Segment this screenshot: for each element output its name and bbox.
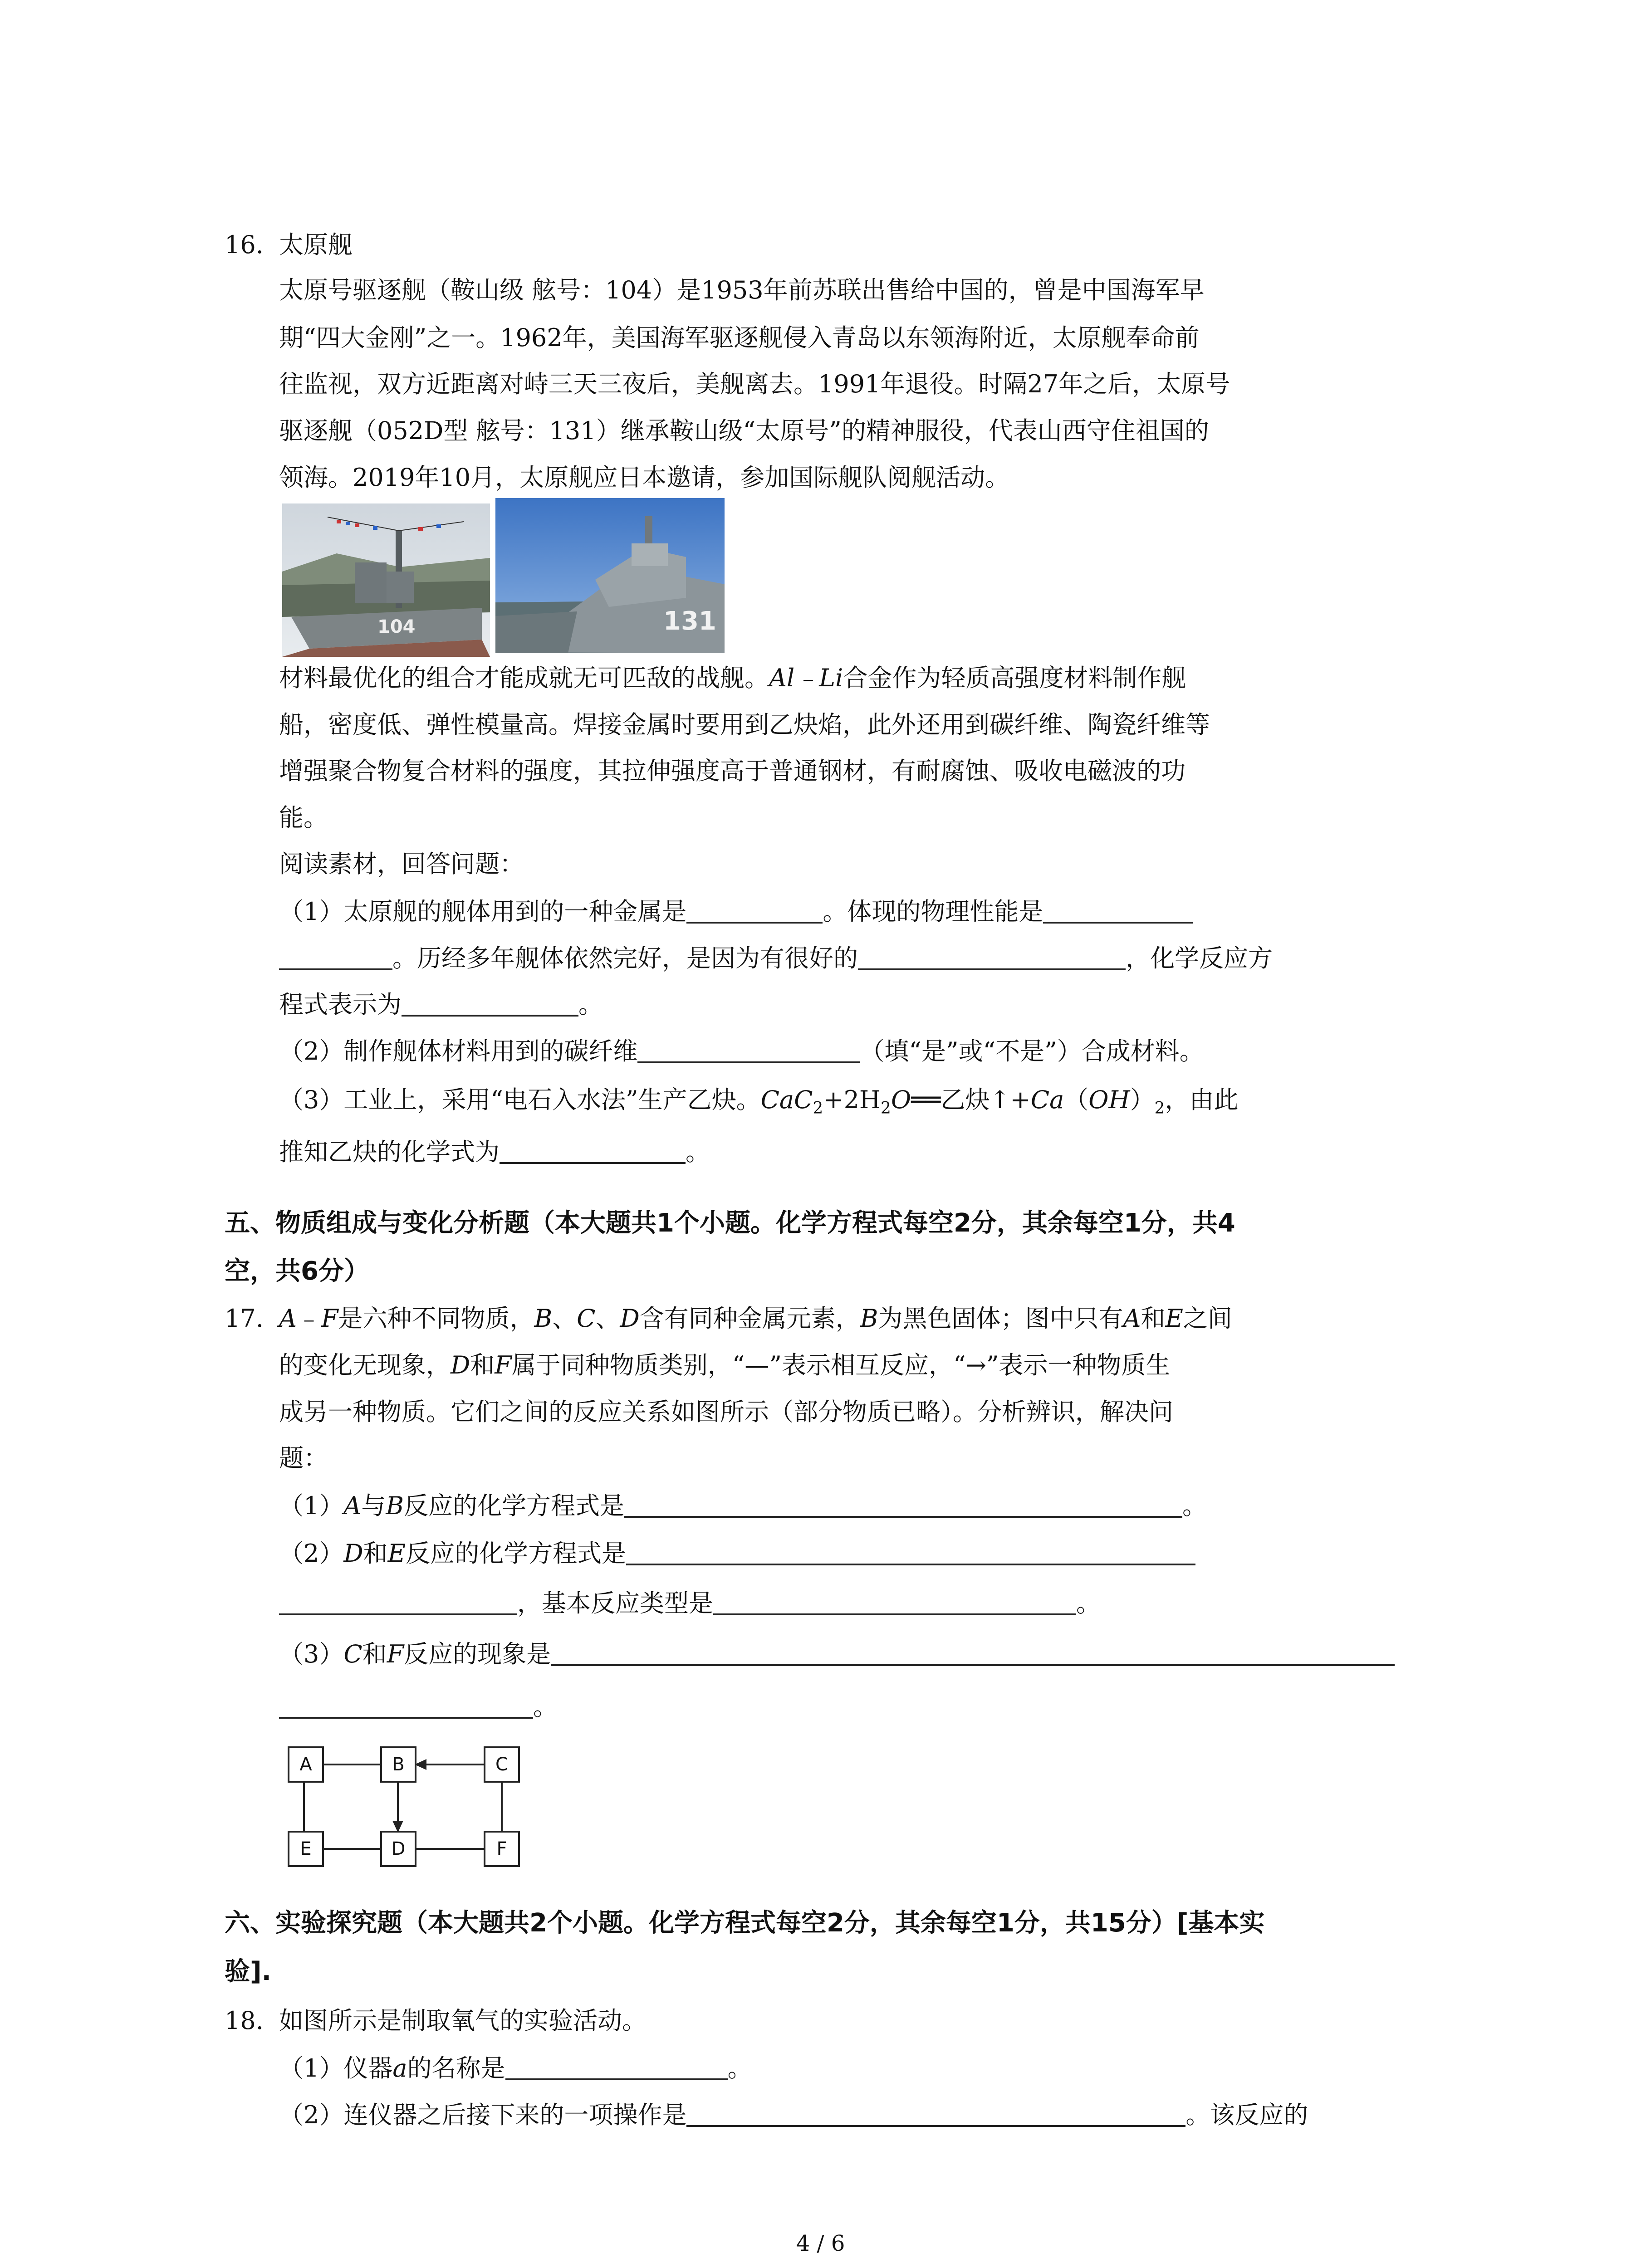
comma: 、 (595, 1304, 620, 1333)
q18-sub2-text: （2）连仪器之后接下来的一项操作是 (279, 2101, 687, 2129)
q17-line-2 (279, 1349, 1170, 1381)
var-c: C (343, 1640, 362, 1668)
var-f: F (321, 1304, 338, 1333)
q16-intro-line-1: 太原号驱逐舰（鞍山级 舷号：104）是1953年前苏联出售给中国的，曾是中国海军早 (279, 276, 1205, 304)
q18-sub1-text: 。 (727, 2054, 752, 2082)
q17-sub3-text: 和 (362, 1640, 387, 1668)
answer-blank-de-equation-2[interactable] (279, 1590, 517, 1615)
q17-text: 之间 (1183, 1304, 1232, 1333)
q16-sub3-text-2: 推知乙炔的化学式为 (279, 1138, 500, 1166)
var-b: B (386, 1491, 404, 1520)
q16-sub3-line-2 (279, 1136, 710, 1168)
ship-104-hull-number: 104 (377, 616, 416, 637)
q17-sub2-text: 。 (1076, 1589, 1101, 1618)
q17-sub3-text: 。 (533, 1692, 558, 1721)
q16-intro-line-5: 领海。2019年10月，太原舰应日本邀请，参加国际舰队阅舰活动。 (279, 463, 1010, 492)
q17-text: 为黑色固体；图中只有 (878, 1304, 1123, 1333)
q17-sub3-line-1 (279, 1638, 1395, 1670)
paren-open: （ (1064, 1085, 1089, 1114)
q17-sub3-line-2 (279, 1691, 558, 1723)
answer-blank-property-2[interactable] (279, 945, 392, 970)
q17-text: 含有同种金属元素， (639, 1304, 860, 1333)
answer-blank-resistance[interactable] (858, 945, 1126, 970)
formula-ca: Ca (1030, 1085, 1064, 1114)
q17-line-4: 题： (279, 1444, 328, 1472)
var-e: E (387, 1539, 406, 1568)
q16-sub1-text-3: 。历经多年舰体依然完好，是因为有很好的 (392, 944, 858, 973)
ship-131-photo (495, 498, 725, 653)
var-c: C (577, 1304, 596, 1333)
q18-sub2-line (279, 2099, 1308, 2131)
var-d: D (620, 1304, 640, 1333)
q18-sub1-line (279, 2053, 752, 2084)
var-b: B (534, 1304, 553, 1333)
q16-body-line-3: 增强聚合物复合材料的强度，其拉伸强度高于普通钢材，有耐腐蚀、吸收电磁波的功 (279, 757, 1185, 785)
q18-intro: 如图所示是制取氧气的实验活动。 (279, 2006, 647, 2035)
var-b: B (860, 1304, 878, 1333)
answer-blank-cf-phenomenon-1[interactable] (551, 1641, 1395, 1666)
q17-sub2-text: ，基本反应类型是 (517, 1589, 713, 1618)
q16-body-line-2: 船，密度低、弹性模量高。焊接金属时要用到乙炔焰，此外还用到碳纤维、陶瓷纤维等 (279, 710, 1210, 739)
formula-cac2: CaC (760, 1085, 813, 1114)
q18-sub1-text: （1）仪器 (279, 2054, 393, 2082)
q16-title: 太原舰 (279, 230, 353, 259)
q17-line-1 (279, 1303, 1232, 1334)
ship-104-photo (282, 503, 490, 657)
formula-sub: 2 (813, 1099, 823, 1118)
q16-prompt: 阅读素材，回答问题： (279, 850, 524, 878)
comma: 、 (552, 1304, 577, 1333)
var-f: F (495, 1351, 512, 1379)
reaction-diagram (272, 1737, 554, 1873)
q18-number: 18. (225, 2006, 264, 2035)
q17-number: 17. (225, 1304, 264, 1333)
var-d: D (451, 1351, 470, 1379)
q17-sub1-line (279, 1490, 1207, 1522)
dash: ﹣ (297, 1304, 321, 1333)
q16-sub2-text: （2）制作舰体材料用到的碳纤维 (279, 1037, 638, 1066)
q17-sub2-line-1 (279, 1538, 1195, 1569)
q17-sub3-text: 反应的现象是 (404, 1640, 551, 1668)
section-5-heading-line-2: 空，共6分） (225, 1256, 369, 1286)
var-a: A (1123, 1304, 1141, 1333)
var-a: A (343, 1491, 362, 1520)
q16-body-line-4: 能。 (279, 803, 328, 832)
q16-sub3-tail: ，由此 (1165, 1085, 1239, 1114)
equals-sign: ══ (911, 1085, 941, 1114)
section-6-heading-line-2: 验]. (225, 1957, 271, 1986)
q17-sub2-text: 反应的化学方程式是 (406, 1539, 627, 1568)
section-5-heading-line-1: 五、物质组成与变化分析题（本大题共1个小题。化学方程式每空2分，其余每空1分，共4 (225, 1208, 1235, 1238)
ship-131-hull-number: 131 (663, 606, 716, 636)
q16-sub1-text-4: ，化学反应方 (1126, 944, 1273, 973)
q18-sub1-text: 的名称是 (407, 2054, 505, 2082)
q17-sub1-text: （1） (279, 1491, 344, 1520)
answer-blank-acetylene-formula[interactable] (500, 1139, 686, 1164)
q16-sub3-text: （3）工业上，采用“电石入水法”生产乙炔。 (279, 1085, 761, 1114)
q16-sub1-text-6: 。 (578, 990, 603, 1019)
q18-sub2-text: 。该反应的 (1185, 2101, 1308, 2129)
q16-intro-line-4: 驱逐舰（052D型 舷号：131）继承鞍山级“太原号”的精神服役，代表山西守住祖国的 (279, 416, 1209, 445)
answer-blank-de-equation-1[interactable] (626, 1540, 1195, 1565)
q16-body-text-cont: 合金作为轻质高强度材料制作舰 (843, 664, 1186, 692)
answer-blank-equation[interactable] (402, 991, 578, 1017)
q17-sub2-line-2 (279, 1588, 1101, 1619)
answer-blank-instrument-name[interactable] (505, 2055, 728, 2080)
q16-sub3-text-3: 。 (686, 1138, 710, 1166)
q16-body-text: 材料最优化的组合才能成就无可匹敌的战舰。 (279, 664, 769, 692)
q16-sub1-text-2: 。体现的物理性能是 (823, 897, 1043, 926)
q16-intro-line-2: 期“四大金刚”之一。1962年，美国海军驱逐舰侵入青岛以东领海附近，太原舰奉命前 (279, 323, 1200, 352)
formula-sub: 2 (881, 1099, 891, 1118)
q17-text: 和 (470, 1351, 495, 1379)
q16-intro-line-3: 往监视，双方近距离对峙三天三夜后，美舰离去。1991年退役。时隔27年之后，太原号 (279, 370, 1230, 398)
paren-close: ） (1130, 1085, 1155, 1114)
q17-sub2-text: 和 (363, 1539, 388, 1568)
var-e: E (1165, 1304, 1183, 1333)
q16-sub2-text-2: （填“是”或“不是”）合成材料。 (860, 1037, 1204, 1066)
acetylene-text: 乙炔↑+ (941, 1085, 1031, 1114)
answer-blank-next-operation[interactable] (686, 2102, 1185, 2127)
answer-blank-cf-phenomenon-2[interactable] (279, 1693, 533, 1719)
section-6-heading-line-1: 六、实验探究题（本大题共2个小题。化学方程式每空2分，其余每空1分，共15分）[基本实 (225, 1908, 1265, 1938)
q17-sub2-text: （2） (279, 1539, 344, 1568)
answer-blank-reaction-type[interactable] (713, 1590, 1076, 1615)
formula-h2o-coef: +2H (823, 1085, 881, 1114)
q17-sub1-text: 反应的化学方程式是 (404, 1491, 625, 1520)
q17-text: 属于同种物质类别，“—”表示相互反应，“→”表示一种物质生 (511, 1351, 1171, 1379)
q16-sub2-line (279, 1036, 1204, 1067)
formula-sub: 2 (1154, 1099, 1165, 1118)
node-f: F (484, 1831, 520, 1867)
node-c: C (484, 1746, 520, 1783)
q16-sub1-text: （1）太原舰的舰体用到的一种金属是 (279, 897, 687, 926)
answer-blank-metal[interactable] (686, 898, 823, 924)
q17-sub1-text: 。 (1182, 1491, 1207, 1520)
answer-blank-carbon-fiber[interactable] (637, 1038, 860, 1063)
node-e: E (288, 1831, 324, 1867)
q16-sub1-line-1 (279, 896, 1193, 928)
var-instrument-a: a (392, 2054, 407, 2082)
q16-sub1-line-3 (279, 989, 603, 1021)
q17-text: 是六种不同物质， (338, 1304, 534, 1333)
page-number: 4 / 6 (796, 2231, 845, 2256)
q17-sub1-text: 与 (361, 1491, 386, 1520)
var-a: A (279, 1304, 297, 1333)
var-d: D (343, 1539, 363, 1568)
answer-blank-ab-equation[interactable] (624, 1492, 1182, 1518)
q17-text: 的变化无现象， (279, 1351, 451, 1379)
answer-blank-property-1[interactable] (1043, 898, 1193, 924)
q16-sub3-line-1 (279, 1084, 1239, 1124)
al-li-formula: Al﹣Li (769, 664, 843, 692)
q16-sub1-line-2 (279, 943, 1273, 974)
node-b: B (380, 1746, 416, 1783)
q16-sub1-text-5: 程式表示为 (279, 990, 402, 1019)
var-f: F (387, 1640, 404, 1668)
formula-o: O (891, 1085, 911, 1114)
q17-line-3: 成另一种物质。它们之间的反应关系如图所示（部分物质已略）。分析辨识，解决问 (279, 1398, 1173, 1426)
q16-number: 16. (225, 230, 264, 259)
q16-body-line-1 (279, 662, 1186, 694)
q17-text: 和 (1141, 1304, 1166, 1333)
node-a: A (288, 1746, 324, 1783)
q17-sub3-text: （3） (279, 1640, 344, 1668)
formula-oh: OH (1088, 1085, 1130, 1114)
node-d: D (380, 1831, 416, 1867)
